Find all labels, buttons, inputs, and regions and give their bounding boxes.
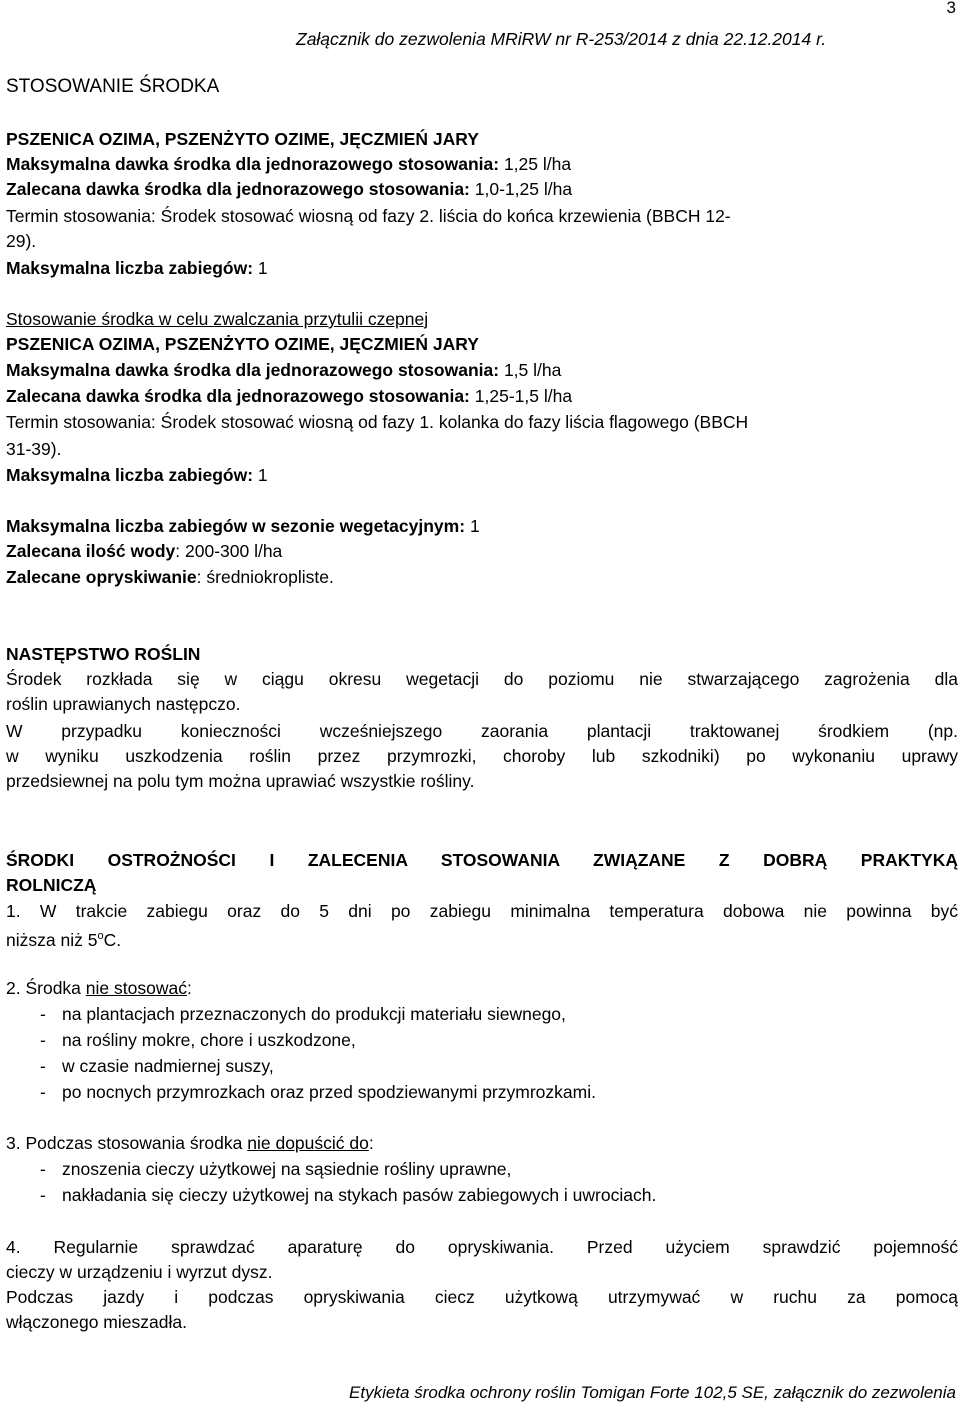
item2-underlined: nie stosować [85, 978, 187, 998]
timing-1: Termin stosowania: Środek stosować wiosną od fazy 2. liścia do końca krzewienia (BBCH 12- [6, 206, 731, 226]
max-dose-value: 1,25 l/ha [503, 154, 572, 174]
succession-p2-line2: w wyniku uszkodzenia roślin przez przymrozki, choroby lub szkodniki) po wykonaniu uprawy [6, 746, 958, 766]
max-dose-label: Maksymalna dawka środka dla jednorazowego stosowania: [6, 154, 500, 174]
list-item-text: na rośliny mokre, chore i uszkodzone, [62, 1030, 356, 1050]
spray-label: Zalecane opryskiwanie [6, 567, 197, 587]
list-item-text: znoszenia cieczy użytkowej na sąsiednie rośliny uprawne, [62, 1159, 512, 1179]
water-label-a: Zalecana ilość [6, 541, 126, 561]
rec-dose-value: 1,25-1,5 l/ha [474, 386, 573, 406]
list-item: - na plantacjach przeznaczonych do produkcji materiału siewnego, [40, 1004, 566, 1024]
section-title: STOSOWANIE ŚRODKA [6, 76, 220, 97]
succession-p1 [6, 667, 958, 717]
succession-p2-line3: przedsiewnej na polu tym można uprawiać wszystkie rośliny. [6, 771, 475, 791]
item3-prefix: 3. Podczas stosowania środka [6, 1133, 248, 1153]
season-treatments [6, 514, 480, 538]
water-label-b: wody [130, 541, 176, 561]
water-value: : 200-300 l/ha [175, 541, 283, 561]
spray-value: : średniokropliste. [196, 567, 334, 587]
max-treatments-label: Maksymalna liczba zabiegów: [6, 465, 254, 485]
succession-p1-line1: Środek rozkłada się w ciągu okresu wegetacji do poziomu nie stwarzającego zagrożenia dla [6, 669, 958, 689]
succession-p2 [6, 719, 958, 794]
precaution-item-4 [6, 1235, 958, 1335]
precaution-item-3 [6, 1131, 374, 1155]
item1-line2 [6, 924, 958, 953]
list-item-text: nakładania się cieczy użytkowej na stykach pasów zabiegowych i uwrociach. [62, 1185, 657, 1205]
max-treatments-2 [6, 463, 268, 487]
crops-heading-2: PSZENICA OZIMA, PSZENŻYTO OZIME, JĘCZMIEŃ JARY [6, 334, 479, 354]
rec-dose-2 [6, 384, 572, 408]
item4-line1: 4. Regularnie sprawdzać aparaturę do opryskiwania. Przed użyciem sprawdzić pojemność [6, 1237, 958, 1257]
item1-unit: C. [103, 929, 122, 950]
list-item-text: na plantacjach przeznaczonych do produkcji materiału siewnego, [62, 1004, 566, 1024]
item2-suffix: : [186, 978, 192, 998]
item3-suffix: : [368, 1133, 374, 1153]
item1-line1: 1. W trakcie zabiegu oraz do 5 dni po zabiegu minimalna temperatura dobowa nie powinna być [6, 901, 958, 921]
cleavers-title: Stosowanie środka w celu zwalczania przytulii czepnej [6, 309, 429, 329]
succession-p2-line1: W przypadku konieczności wcześniejszego zaorania plantacji traktowanej środkiem (np. [6, 721, 958, 741]
list-item-text: po nocnych przymrozkach oraz przed spodziewanymi przymrozkami. [62, 1082, 596, 1102]
item4-line2: cieczy w urządzeniu i wyrzut dysz. [6, 1262, 273, 1282]
spray-type [6, 565, 334, 589]
rec-dose-label: Zalecana dawka środka dla jednorazowego stosowania: [6, 179, 470, 199]
list-item-text: w czasie nadmiernej suszy, [62, 1056, 274, 1076]
item2-prefix: 2. Środka [6, 978, 86, 998]
max-treatments-1 [6, 256, 268, 280]
rec-dose-value: 1,0-1,25 l/ha [474, 179, 573, 199]
max-dose-label: Maksymalna dawka środka dla jednorazowego stosowania: [6, 360, 500, 380]
season-label: Maksymalna liczba zabiegów w sezonie wegetacyjnym: [6, 516, 466, 536]
item4b-line1: Podczas jazdy i podczas opryskiwania ciecz użytkową utrzymywać w ruchu za pomocą [6, 1287, 958, 1307]
max-treatments-value: 1 [257, 258, 268, 278]
item1-text: niższa niż 5 [6, 929, 98, 950]
season-value: 1 [469, 516, 480, 536]
item4b-line2: włączonego mieszadła. [6, 1312, 187, 1332]
footer: Etykieta środka ochrony roślin Tomigan Forte 102,5 SE, załącznik do zezwolenia [349, 1383, 956, 1402]
precaution-item-1 [6, 899, 958, 953]
max-dose-1 [6, 152, 571, 176]
list-item: - w czasie nadmiernej suszy, [40, 1056, 274, 1076]
max-treatments-value: 1 [257, 465, 268, 485]
timing-2-cont: 31-39). [6, 439, 62, 459]
precautions-title-cont: ROLNICZĄ [6, 875, 97, 895]
timing-2: Termin stosowania: Środek stosować wiosną od fazy 1. kolanka do fazy liścia flagowego (BBCH [6, 412, 749, 432]
list-item: - po nocnych przymrozkach oraz przed spodziewanymi przymrozkami. [40, 1082, 596, 1102]
max-treatments-label: Maksymalna liczba zabiegów: [6, 258, 254, 278]
max-dose-2 [6, 358, 561, 382]
list-item: - nakładania się cieczy użytkowej na stykach pasów zabiegowych i uwrociach. [40, 1185, 657, 1205]
page-number: 3 [946, 0, 956, 17]
crops-heading-1: PSZENICA OZIMA, PSZENŻYTO OZIME, JĘCZMIEŃ JARY [6, 129, 479, 149]
precaution-item-2 [6, 976, 192, 1000]
precautions-title: ŚRODKI OSTROŻNOŚCI I ZALECENIA STOSOWANIA ZWIĄZANE Z DOBRĄ PRAKTYKĄ [6, 850, 958, 870]
attachment-header: Załącznik do zezwolenia MRiRW nr R-253/2014 z dnia 22.12.2014 r. [296, 29, 827, 49]
succession-p1-line2: roślin uprawianych następczo. [6, 694, 241, 714]
succession-title: NASTĘPSTWO ROŚLIN [6, 644, 201, 664]
max-dose-value: 1,5 l/ha [503, 360, 562, 380]
timing-1-cont: 29). [6, 231, 37, 251]
rec-dose-1 [6, 177, 572, 201]
item3-underlined: nie dopuścić do [247, 1133, 369, 1153]
list-item: - znoszenia cieczy użytkowej na sąsiednie rośliny uprawne, [40, 1159, 512, 1179]
list-item: - na rośliny mokre, chore i uszkodzone, [40, 1030, 356, 1050]
rec-dose-label: Zalecana dawka środka dla jednorazowego stosowania: [6, 386, 470, 406]
degree-sup: o [97, 930, 104, 942]
water-amount [6, 539, 282, 563]
